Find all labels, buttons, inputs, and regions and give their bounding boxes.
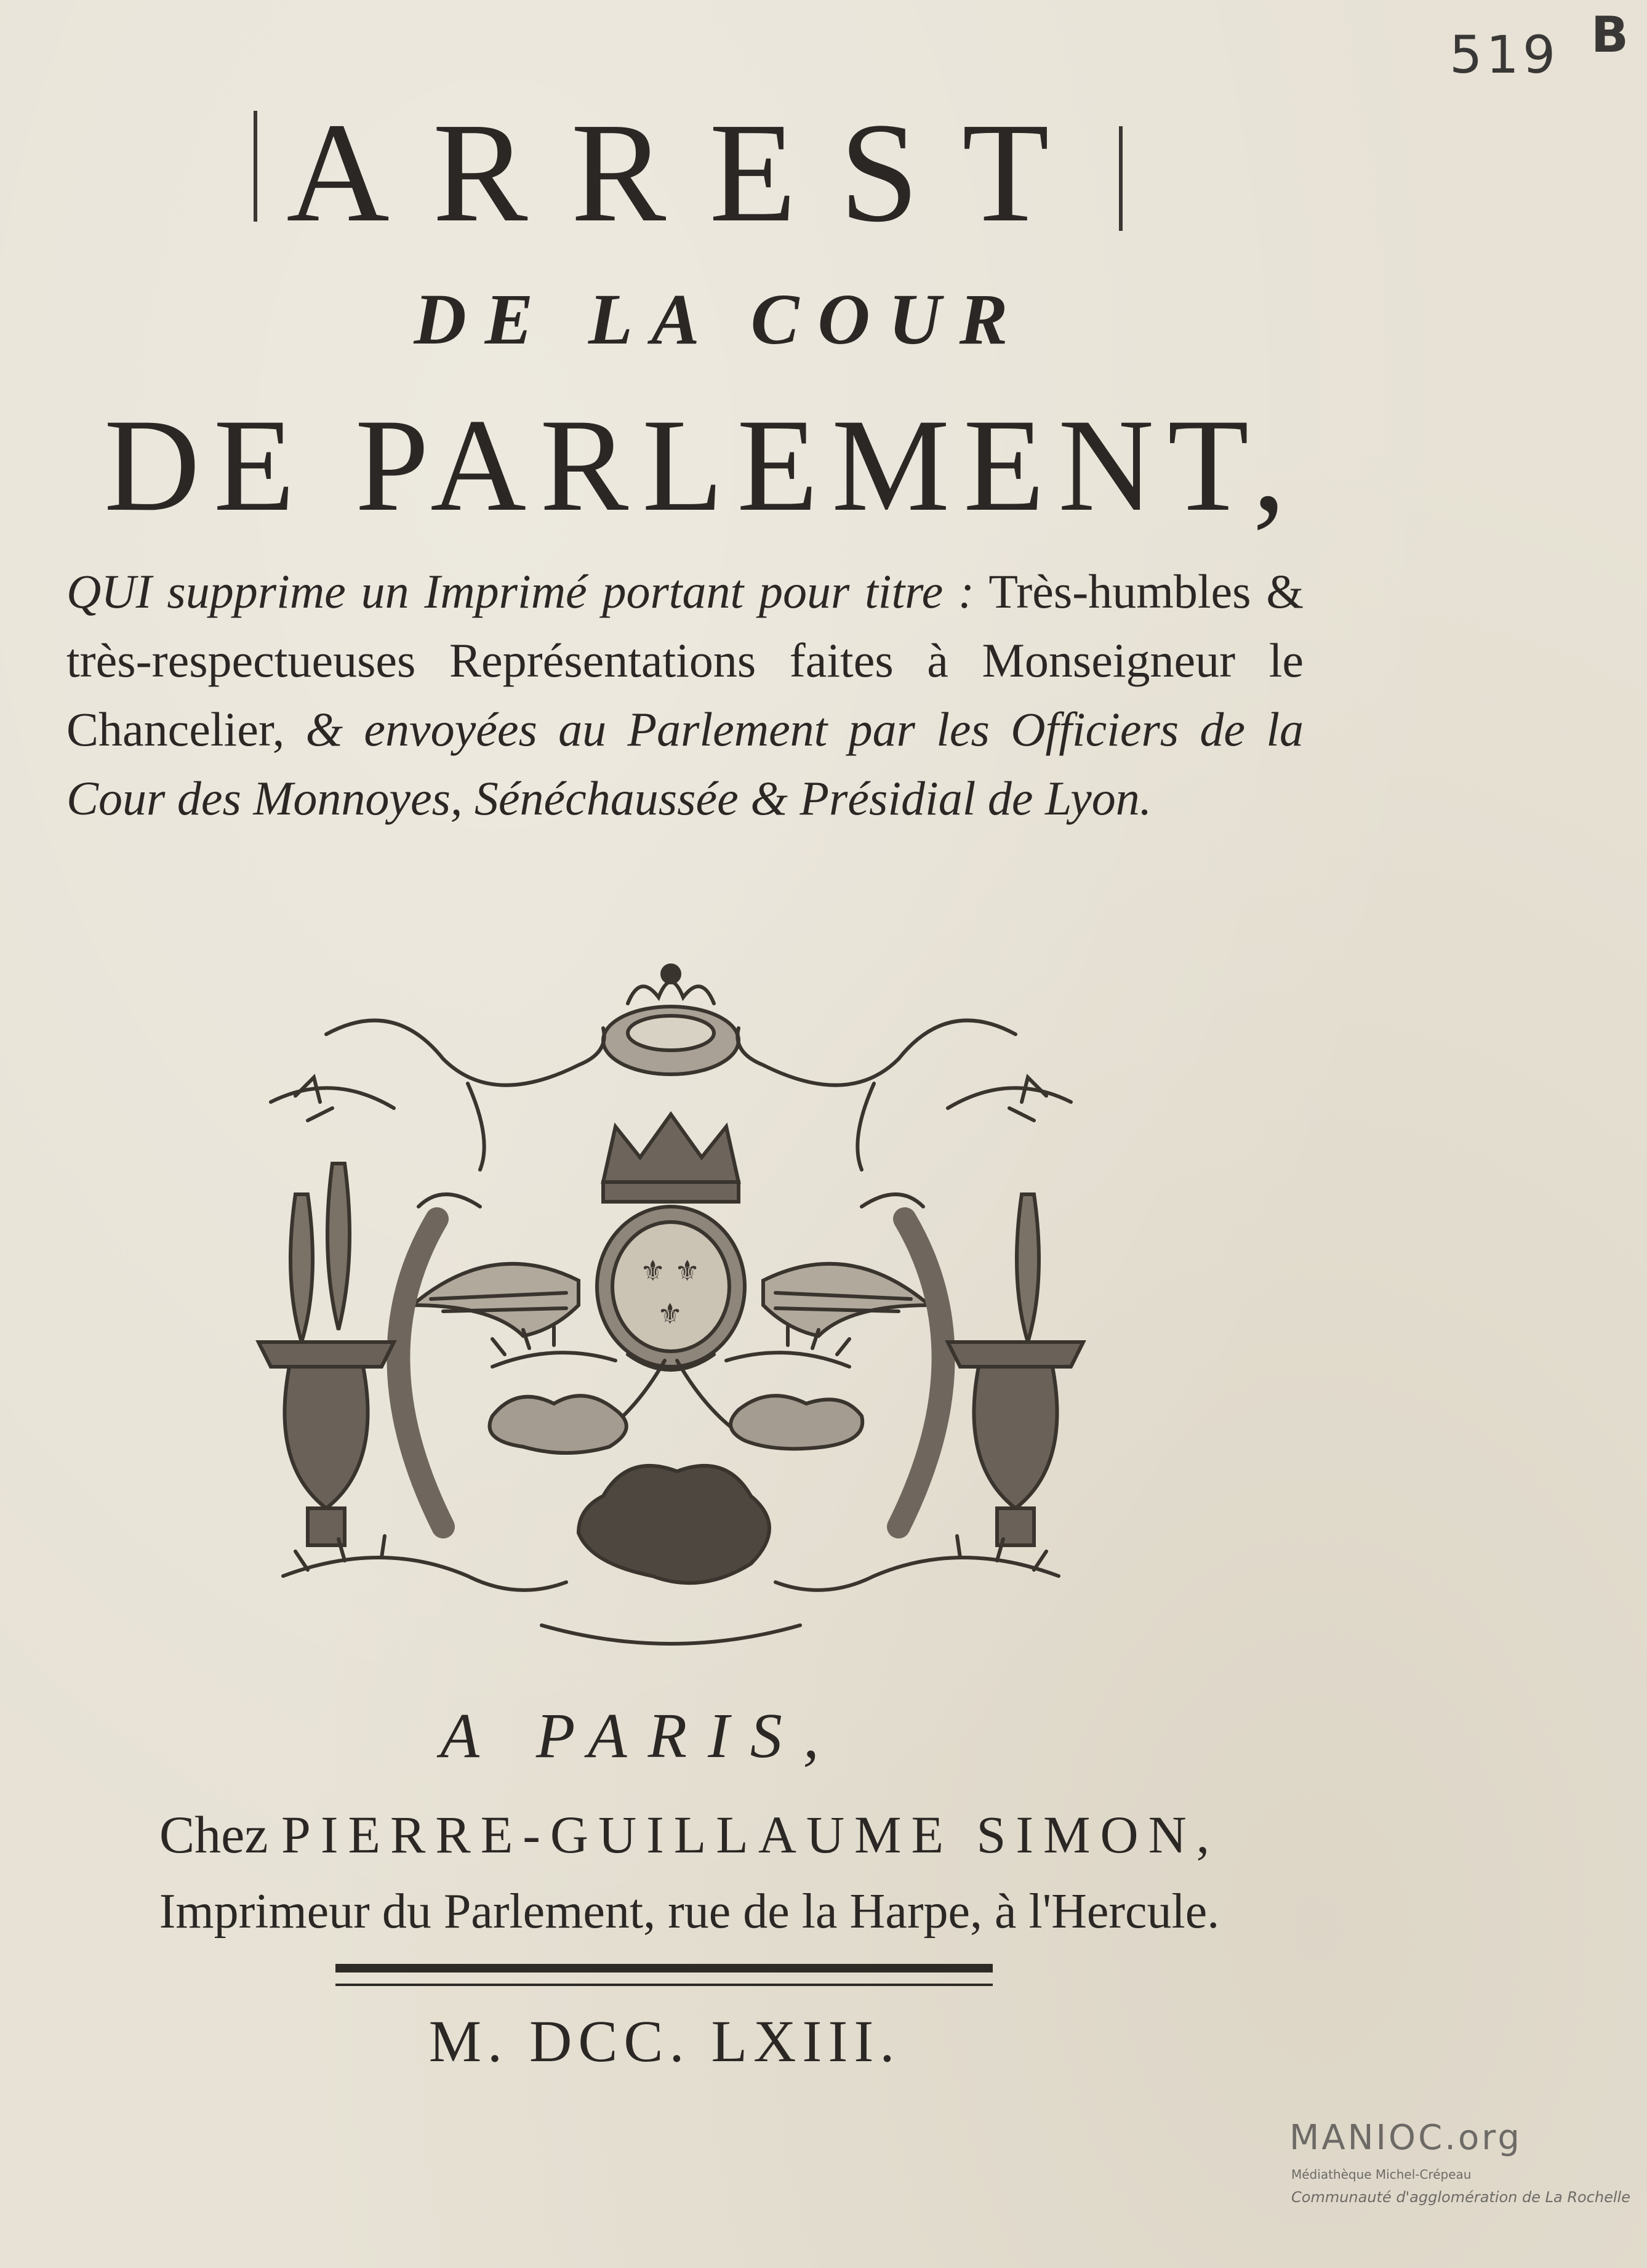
subtitle-part-1: QUI supprime un Imprimé portant pour titre :	[66, 565, 974, 618]
top-crown-icon	[603, 965, 739, 1074]
watermark-library: Médiathèque Michel-Crépeau	[1291, 2167, 1472, 2182]
left-urn-icon	[258, 1342, 394, 1545]
title-arrest: ARREST	[286, 94, 1092, 252]
watermark-community: Communauté d'agglomération de La Rochelle	[1291, 2189, 1630, 2206]
shelf-mark-number: 519	[1449, 25, 1560, 85]
double-rule-thick	[335, 1964, 993, 1972]
shelf-mark-letter: B	[1591, 6, 1629, 63]
printer-name: PIERRE-GUILLAUME SIMON,	[281, 1805, 1220, 1864]
subtitle-part-2: Très-humbles & très-respectueuses Représentations faites à Monseigneur le Chancelier,	[66, 565, 1304, 756]
royal-vignette	[234, 960, 1108, 1662]
fleur-de-lis-shield-icon	[597, 1207, 745, 1367]
subtitle-part-3: & envoyées au Parlement par les Officiers de la Cour des Monnoyes, Sénéchaussée & Présidial de Lyon.	[66, 702, 1304, 825]
right-urn-icon	[948, 1342, 1083, 1545]
imprint-printer	[49, 1804, 1329, 1865]
imprint-address: Imprimeur du Parlement, rue de la Harpe, à l'Hercule.	[159, 1884, 1220, 1939]
publication-date: M. DCC. LXIII.	[428, 2008, 901, 2074]
central-crown-icon	[603, 1114, 739, 1202]
svg-text:⚜: ⚜	[675, 1254, 700, 1287]
clouds-icon	[490, 1396, 863, 1583]
double-rule-thin	[335, 1984, 993, 1986]
title-de-parlement: DE PARLEMENT,	[103, 392, 1300, 539]
printer-prefix: Chez	[159, 1805, 268, 1864]
watermark-logo: MANIOC.org	[1289, 2118, 1522, 2158]
title-de-la-cour: DE LA COUR	[414, 279, 1027, 360]
svg-text:⚜: ⚜	[657, 1297, 683, 1330]
subtitle-paragraph	[66, 557, 1304, 833]
svg-text:⚜: ⚜	[640, 1254, 666, 1287]
imprint-city: A PARIS,	[440, 1700, 840, 1771]
